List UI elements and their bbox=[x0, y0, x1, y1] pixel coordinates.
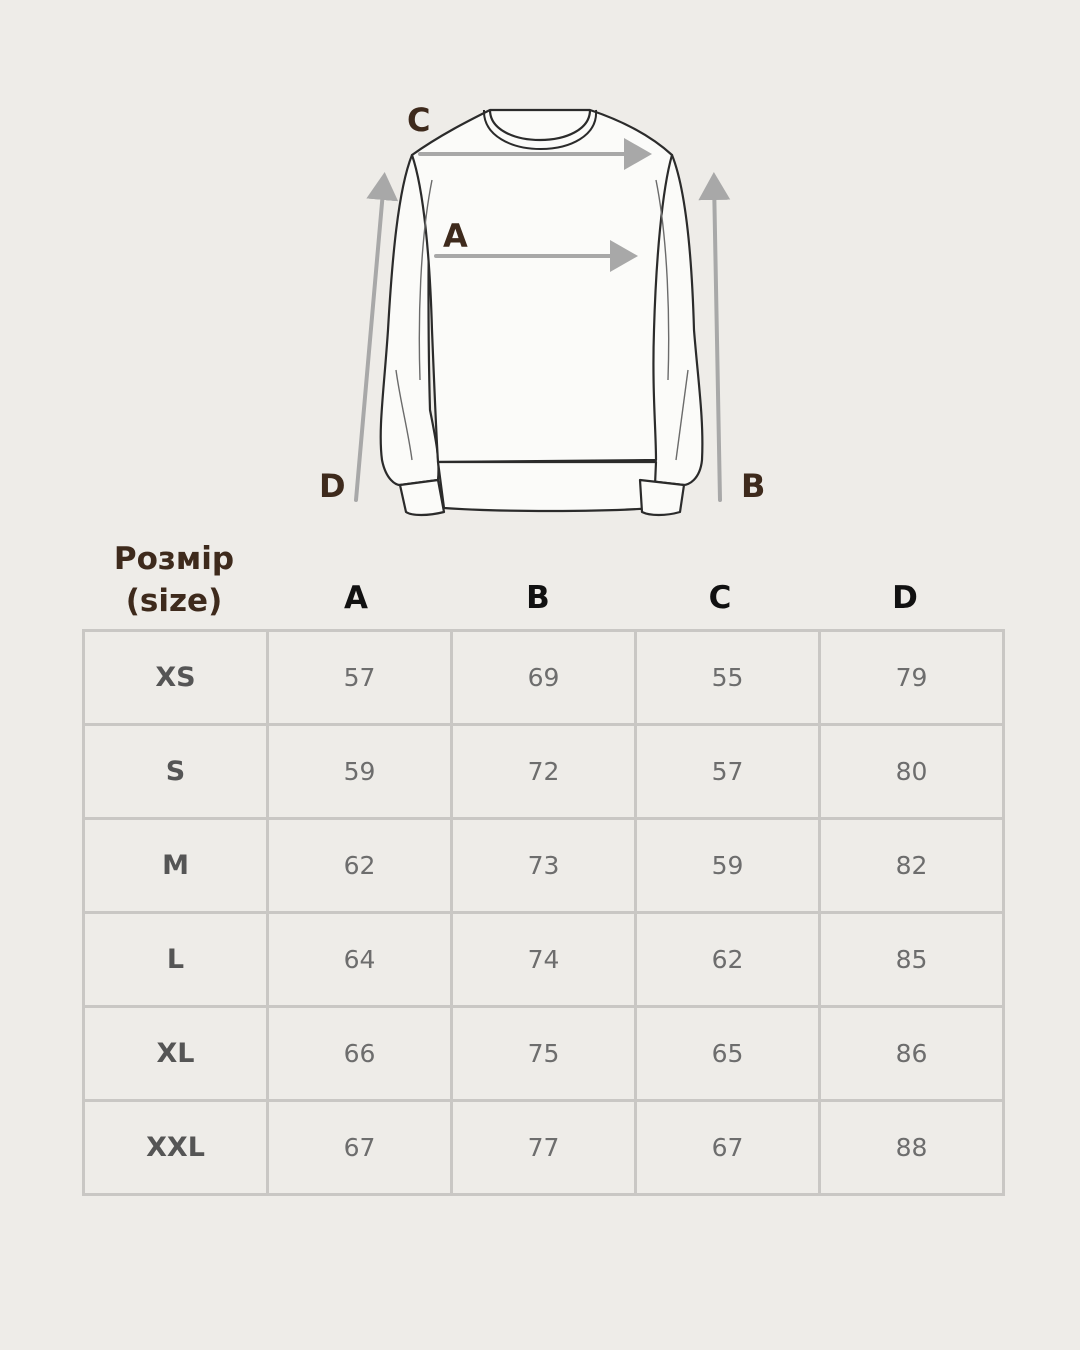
size-cell: XXL bbox=[84, 1101, 268, 1195]
value-cell: 57 bbox=[636, 725, 820, 819]
value-cell: 88 bbox=[820, 1101, 1004, 1195]
value-cell: 80 bbox=[820, 725, 1004, 819]
table-row bbox=[84, 819, 1004, 913]
value-cell: 59 bbox=[268, 725, 452, 819]
size-cell: XS bbox=[84, 631, 268, 725]
table-row bbox=[84, 1007, 1004, 1101]
table-row bbox=[84, 631, 1004, 725]
label-d: D bbox=[319, 467, 346, 505]
table-row bbox=[84, 1101, 1004, 1195]
value-cell: 62 bbox=[636, 913, 820, 1007]
value-cell: 69 bbox=[452, 631, 636, 725]
value-cell: 66 bbox=[268, 1007, 452, 1101]
value-cell: 65 bbox=[636, 1007, 820, 1101]
column-header-a: A bbox=[344, 580, 368, 616]
sweatshirt-illustration bbox=[300, 80, 780, 530]
table-row bbox=[84, 725, 1004, 819]
table-row bbox=[84, 913, 1004, 1007]
value-cell: 59 bbox=[636, 819, 820, 913]
arrow-b bbox=[714, 180, 720, 500]
column-header-c: C bbox=[708, 580, 732, 616]
column-header-b: B bbox=[526, 580, 550, 616]
value-cell: 64 bbox=[268, 913, 452, 1007]
value-cell: 86 bbox=[820, 1007, 1004, 1101]
value-cell: 55 bbox=[636, 631, 820, 725]
value-cell: 82 bbox=[820, 819, 1004, 913]
size-column-header: Розмір (size) bbox=[113, 541, 235, 619]
value-cell: 75 bbox=[452, 1007, 636, 1101]
size-chart-table bbox=[82, 629, 1005, 1196]
size-cell: M bbox=[84, 819, 268, 913]
arrow-d bbox=[356, 180, 384, 500]
value-cell: 73 bbox=[452, 819, 636, 913]
size-cell: XL bbox=[84, 1007, 268, 1101]
value-cell: 77 bbox=[452, 1101, 636, 1195]
column-header-d: D bbox=[892, 580, 918, 616]
size-cell: L bbox=[84, 913, 268, 1007]
label-b: B bbox=[741, 467, 766, 505]
size-cell: S bbox=[84, 725, 268, 819]
value-cell: 79 bbox=[820, 631, 1004, 725]
value-cell: 72 bbox=[452, 725, 636, 819]
value-cell: 67 bbox=[268, 1101, 452, 1195]
value-cell: 85 bbox=[820, 913, 1004, 1007]
value-cell: 62 bbox=[268, 819, 452, 913]
value-cell: 74 bbox=[452, 913, 636, 1007]
sweatshirt-diagram bbox=[300, 80, 780, 530]
value-cell: 67 bbox=[636, 1101, 820, 1195]
label-a: A bbox=[443, 217, 468, 255]
value-cell: 57 bbox=[268, 631, 452, 725]
label-c: C bbox=[407, 101, 431, 139]
